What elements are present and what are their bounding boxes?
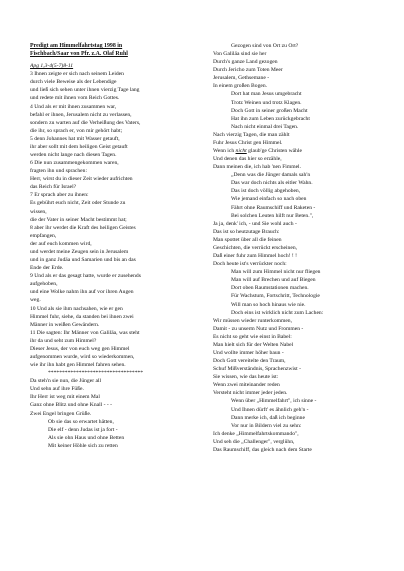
left-line: Mit keiner Höhle sich zu retten bbox=[48, 442, 118, 449]
left-line: aufgehoben, bbox=[30, 281, 58, 288]
right-line: Durch Jericho zum Toten Meer bbox=[213, 67, 283, 74]
left-line: und werdet meine Zeugen sein in Jerusalem bbox=[30, 248, 129, 255]
right-line: Und seh die „Challenger", verglühn, bbox=[213, 438, 295, 445]
right-line: Doch heute ist's verrückter noch: bbox=[213, 261, 287, 268]
left-line: Ganz ohne Blitz und ohne Knall - - - bbox=[30, 402, 113, 409]
right-line: Wir müssen wieder runterkommen, bbox=[213, 317, 292, 324]
right-line: Trotz Weinen und trotz Klagen. bbox=[231, 99, 302, 106]
left-line: aufgenommen wurde, wird so wiederkommen, bbox=[30, 353, 135, 360]
right-line: Nach nicht einmal drei Tagen. bbox=[231, 123, 299, 130]
left-line: wie ihr ihn habt gen Himmel fahren sehen. bbox=[30, 362, 126, 369]
right-line: Und Ihnen dürft' es ähnlich geh'n - bbox=[231, 406, 309, 413]
left-line: 3 Ihnen zeigte er sich nach seinem Leiden bbox=[30, 71, 124, 78]
left-line: die ihr, so sprach er, von mir gehört habt; bbox=[30, 127, 123, 134]
right-line: Dann merke ich, daß ich beginne bbox=[231, 414, 305, 421]
left-line: werden nicht lange nach diesen Tagen. bbox=[30, 152, 117, 159]
left-line: Herr, wirst du in dieser Zeit wieder aufrichten bbox=[30, 176, 133, 183]
right-line: Fuhr Jesus Christ gen Himmel. bbox=[213, 139, 283, 146]
right-line: Für Wachstum, Fortschritt, Technologie bbox=[231, 293, 320, 300]
right-line: Man will auf Brechen und auf Biegen bbox=[231, 277, 316, 284]
left-column bbox=[30, 42, 205, 450]
right-line: Wie jemand einfach so nach oben bbox=[231, 196, 307, 203]
left-line: Himmel fuhr, siehe, da standen bei ihnen zwei bbox=[30, 313, 134, 320]
left-line: Da steh'n sie nun, die Jünger all bbox=[30, 378, 102, 385]
sermon-title-line-2: Fischbach/Saar von Pfr. z.A. Olaf Ruhl bbox=[30, 51, 128, 58]
left-line: 5 denn Johannes hat mit Wasser getauft, bbox=[30, 135, 120, 142]
right-line: In einem großen Bogen. bbox=[213, 83, 268, 90]
right-line: Man will zum Himmel nicht nur fliegen bbox=[231, 269, 321, 276]
right-line: Und wollte immer höher baun - bbox=[213, 349, 284, 356]
right-line: Hat ihn zum Leben zurückgebracht bbox=[231, 115, 310, 122]
right-line: Wenn über „Himmelfahrt", ich sinne - bbox=[231, 398, 317, 405]
left-line: Ende der Erde. bbox=[30, 265, 64, 272]
right-line: Das Raumschiff, das gleich nach dem Starte bbox=[213, 446, 312, 453]
left-line: fragten ihn und sprachen: bbox=[30, 168, 88, 175]
right-line: Dann meinen die, ich hab 'nen Fimmel. bbox=[213, 164, 302, 171]
left-line: empfangen, bbox=[30, 232, 57, 239]
right-line: Man hielt sich für der Welten Nabel bbox=[213, 341, 294, 348]
right-line: Doch Gott in seiner großen Macht bbox=[231, 107, 308, 114]
right-line: Dort hat man Jesus umgebracht bbox=[231, 91, 302, 98]
left-line: ********************************** bbox=[48, 370, 144, 377]
right-line: Wenn ich nicht glaub'ge Christen wähle bbox=[213, 148, 302, 155]
right-line: Jerusalem, Gethsemane - bbox=[213, 75, 270, 82]
right-line: Es nicht so geht wie einst in Babel: bbox=[213, 333, 292, 340]
right-line: Geschichten, die verrückt erscheinen, bbox=[213, 244, 298, 251]
left-line: und redete mit ihnen vom Reich Gottes. bbox=[30, 95, 120, 102]
right-line: Von Galiläa sind sie her bbox=[213, 51, 267, 58]
left-line: 6 Die nun zusammengekommen waren, bbox=[30, 160, 119, 167]
right-line: Daß einer fuhr zum Himmel hoch! ! ! bbox=[213, 253, 298, 260]
right-line: Dort oben Raumstationen machen. bbox=[231, 285, 309, 292]
left-line: 9 Und als er das gesagt hatte, wurde er zusehends bbox=[30, 273, 141, 280]
right-line: Man spottet über all die feinen bbox=[213, 236, 282, 243]
right-line: Nach vierzig Tagen, die man zählt bbox=[213, 131, 290, 138]
left-line: weg. bbox=[30, 297, 41, 304]
left-line: 10 Und als sie ihm nachsahen, wie er gen bbox=[30, 305, 123, 312]
left-line: sondern zu warten auf die Verheißung des Vaters, bbox=[30, 119, 141, 126]
left-line: und eine Wolke nahm ihn auf vor ihren Augen bbox=[30, 289, 134, 296]
left-line: Ob sie das so erwartet hätten, bbox=[48, 418, 114, 425]
left-line: Als sie ohn Haus und ohne Betten bbox=[48, 434, 125, 441]
right-line: Damit - zu unserm Nutz und Frommen - bbox=[213, 325, 304, 332]
right-line: Schuf Mißverständnis, Sprachenzwist - bbox=[213, 366, 301, 373]
right-line: Und denen das hier so erzähle, bbox=[213, 156, 282, 163]
left-line: Und sehn auf ihre Füße. bbox=[30, 386, 84, 393]
right-line: Bei solchen Leuten hilft nur Beten.", bbox=[231, 212, 314, 219]
scripture-reference: Apg 1,3-4(5-7)8-11 bbox=[30, 63, 74, 70]
left-line: das Reich für Israel? bbox=[30, 184, 77, 191]
right-line: Ja ja, denk' ich, - und Sie wohl auch - bbox=[213, 220, 297, 227]
right-line: Sie wissen, wie das heute ist: bbox=[213, 374, 279, 381]
right-line: Das ist so heutzutage Brauch: bbox=[213, 228, 280, 235]
sermon-title-line-1: Predigt am Himmelfahrtstag 1998 in bbox=[30, 43, 123, 49]
right-line: Doch Gott vereitelte den Traum, bbox=[213, 358, 286, 365]
right-line: Durch's ganze Land gezogen bbox=[213, 59, 278, 66]
emphasized-word: nicht bbox=[235, 148, 247, 155]
left-line: Die elf - denn Judas ist ja fort - bbox=[48, 426, 118, 433]
left-line: 8 aber ihr werdet die Kraft des heiligen Geistes bbox=[30, 224, 136, 231]
left-line: Ihr Herr ist weg mit einem Mal bbox=[30, 394, 100, 401]
right-line: Das war doch nichts als eitler Wahn. bbox=[231, 180, 313, 187]
left-line: und in ganz Judäa und Samarien und bis an das bbox=[30, 257, 136, 264]
right-line: Vor nur in Bildern viel zu sehn: bbox=[231, 422, 302, 429]
right-line: „Denn was die Jünger damals sah'n bbox=[231, 172, 311, 179]
left-line: wissen, bbox=[30, 208, 47, 215]
right-line: Das ist doch völlig abgehoben, bbox=[231, 188, 301, 195]
left-text-body bbox=[30, 70, 205, 450]
right-line: Wenn zwei miteinander reden bbox=[213, 382, 280, 389]
right-line: Doch eins ist wirklich nicht zum Lachen: bbox=[231, 309, 324, 316]
right-line: Ich denke „Himmelfahrtskommando", bbox=[213, 430, 299, 437]
left-line: 11 Die sagten: Ihr Männer von Galiläa, was steht bbox=[30, 329, 140, 336]
right-line: Gezogen sind von Ort zu Ort? bbox=[231, 43, 299, 49]
left-line: die der Vater in seiner Macht bestimmt hat; bbox=[30, 216, 127, 223]
left-line: Männer in weißen Gewändern. bbox=[30, 321, 100, 328]
right-text-body bbox=[213, 42, 393, 454]
left-line: der auf euch kommen wird, bbox=[30, 240, 92, 247]
right-line: Fährt ohne Raumschiff und Raketen - bbox=[231, 204, 316, 211]
left-line: ihr da und seht zum Himmel? bbox=[30, 337, 97, 344]
left-line: Zwei Engel bringen Grüße. bbox=[30, 410, 92, 417]
left-line: und ließ sich sehen unter ihnen vierzig Tage lang bbox=[30, 87, 140, 94]
right-column bbox=[213, 42, 393, 454]
left-line: durch viele Beweise als der Lebendige bbox=[30, 79, 117, 86]
left-line: ihr aber sollt mit dem heiligen Geist getauft bbox=[30, 143, 128, 150]
left-line: Dieser Jesus, der von euch weg gen Himmel bbox=[30, 345, 130, 352]
left-line: Es gebührt euch nicht, Zeit oder Stunde zu bbox=[30, 200, 126, 207]
left-line: 4 Und als er mit ihnen zusammen war, bbox=[30, 103, 117, 110]
left-line: befahl er ihnen, Jerusalem nicht zu verlassen, bbox=[30, 111, 132, 118]
right-line: Will man so hoch hinaus wie nie. bbox=[231, 301, 306, 308]
left-line: 7 Er sprach aber zu ihnen: bbox=[30, 192, 89, 199]
right-line: Versteht nicht immer jeder jeden. bbox=[213, 390, 288, 397]
